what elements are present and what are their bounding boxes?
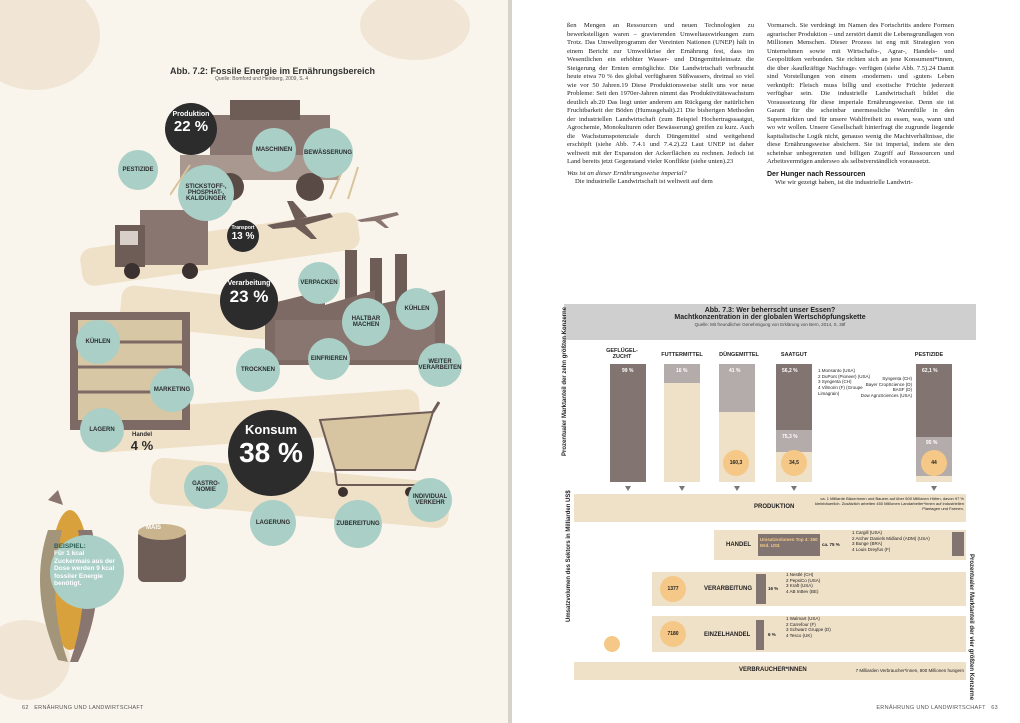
- firm-handel-2: 2 Archer Daniels Midland (ADM) (USA): [852, 535, 930, 541]
- stat-handel-label: Handel: [131, 432, 152, 438]
- category-pestizide: PESTIZIDE: [914, 352, 944, 358]
- stat-transport-value: 13 %: [231, 231, 255, 242]
- example-callout: [50, 535, 124, 609]
- arrow-down: [679, 486, 685, 491]
- firm-handel-1: 1 Cargill (USA): [852, 530, 883, 535]
- y-axis-right: Prozentualer Marktanteil der vier größten Konzerne: [968, 554, 974, 701]
- bar-gefluegelzucht: [610, 364, 646, 482]
- right-page: [512, 0, 1020, 723]
- volume-einzelhandel: 7180: [660, 621, 686, 647]
- firm-handel-3: 3 Bunge (BRA): [852, 541, 883, 547]
- firm-verarbeitung-4: 4 AB InBev (BE): [786, 588, 819, 594]
- label-einzelhandel: EINZELHANDEL: [704, 632, 751, 638]
- column-2-heading: Der Hunger nach Ressourcen: [767, 170, 866, 178]
- example-text: Für 1 kcal Zuckermais aus der Dose werden 9 kcal fossiler Energie benötigt.: [54, 550, 116, 588]
- bubble-einfrieren: EINFRIEREN: [308, 338, 350, 380]
- firm-pestizide-2: Bayer CropScience (D): [865, 381, 912, 387]
- firm-pestizide-3: BASF (D): [892, 387, 912, 393]
- category-futtermittel: FUTTERMITTEL: [661, 352, 703, 358]
- y-axis-left-bottom: Umsatzvolumen des Sektors in Milliarden US$: [566, 490, 572, 622]
- stat-handel-value: 4 %: [130, 438, 154, 453]
- pct-gefluegelzucht: 99 %: [622, 368, 634, 374]
- handel-volume-text: Umsatzvolumen Top 4: 350 Mrd. US$: [760, 537, 818, 548]
- firm-saatgut-2: 2 DuPont (Pioneer) (USA): [818, 373, 871, 379]
- stat-transport: [227, 220, 259, 252]
- column-1-ending: Die industrielle Landwirtschaft ist weltweit auf dem: [575, 178, 713, 185]
- figure-7-3-header: [564, 304, 976, 340]
- volume-pestizide: 44: [921, 450, 947, 476]
- right-folio: [876, 705, 998, 711]
- stat-konsum: [228, 410, 314, 496]
- bubble-verpacken: VERPACKEN: [298, 262, 340, 304]
- stat-handel: [122, 432, 162, 453]
- bubble-marketing: MARKETING: [150, 368, 194, 412]
- label-produktion: PRODUKTION: [754, 504, 795, 510]
- can-label: MAIS: [146, 525, 161, 531]
- pct2-saatgut: 75,3 %: [782, 434, 798, 440]
- pct-futtermittel: 16 %: [676, 368, 688, 374]
- firm-verarbeitung-2: 2 PepsiCo (USA): [786, 577, 821, 583]
- firm-einzelhandel-4: 4 Tesco (UK): [786, 632, 812, 638]
- firm-saatgut-3: 3 Syngenta (CH): [818, 379, 852, 385]
- bubble-lagerung: LAGERUNG: [250, 500, 296, 546]
- stat-produktion: [165, 103, 217, 155]
- label-handel: HANDEL: [726, 542, 751, 548]
- handel-pct: ca. 75 %: [822, 542, 840, 547]
- figure-7-3-title: Abb. 7.3: Wer beherrscht unser Essen?: [704, 307, 836, 314]
- stat-produktion-label: Produktion: [172, 111, 210, 118]
- firm-saatgut-4: 4 Vilmorin (F) (Groupe Limagrain): [818, 384, 863, 396]
- arrow-down: [791, 486, 797, 491]
- tin-can-illustration: [130, 520, 195, 590]
- bar-futtermittel-rest: [664, 383, 700, 482]
- note-verbraucher: 7 Milliarden Verbraucher*innen, 800 Millionen hungern: [855, 668, 964, 673]
- stat-verarbeitung-label: Verarbeitung: [227, 280, 271, 287]
- volume-verarbeitung: 1377: [660, 576, 686, 602]
- paint-blob: [360, 0, 470, 60]
- text-column-1: [567, 22, 754, 187]
- running-head-left: ERNÄHRUNG UND LANDWIRTSCHAFT: [34, 705, 144, 711]
- figure-7-3-subtitle: Machtkonzentration in der globalen Wertschöpfungskette: [674, 314, 866, 321]
- example-heading: BEISPIEL:: [54, 543, 86, 550]
- einzelhandel-pct: 6 %: [768, 632, 776, 637]
- airplane-icon: [265, 195, 335, 240]
- bubble-kuehlen-right: KÜHLEN: [396, 288, 438, 330]
- paint-blob: [0, 0, 100, 90]
- bubble-haltbar: HALTBAR MACHEN: [342, 298, 390, 346]
- bubble-pestizide: PESTIZIDE: [118, 150, 158, 190]
- figure-7-3: [562, 304, 976, 701]
- firm-pestizide-1: Syngenta (CH): [882, 376, 912, 381]
- figure-7-3-source: Quelle: Mit freundlicher Genehmigung von Erklärung von Bern, 2014, S. 38f: [694, 322, 846, 327]
- bubble-kuehlen-left: KÜHLEN: [76, 320, 120, 364]
- bubble-trocknen: TROCKNEN: [236, 348, 280, 392]
- bubble-lagern: LAGERN: [80, 408, 124, 452]
- firm-saatgut-1: 1 Monsanto (USA): [818, 368, 856, 373]
- stat-konsum-label: Konsum: [245, 422, 297, 437]
- firm-verarbeitung-1: 1 Nestlé (CH): [786, 572, 814, 577]
- stat-konsum-value: 38 %: [239, 437, 303, 468]
- figure-source: Quelle: Bomford und Heinberg, 2009, S. 4: [215, 76, 309, 82]
- category-duengemittel: DÜNGEMITTEL: [719, 352, 759, 358]
- firm-handel-4: 4 Louis Dreyfus (F): [852, 546, 891, 552]
- note-produktion: ca. 1 Milliarde Bäuerinnen und Bauern auf über 500 Millionen Höfen, davon 97 % kleinbäuerlich. Zusätzlich arbeiten 450 Millionen Landarbeiter*innen auf industriellen Plantagen und Farmen.: [815, 496, 964, 511]
- arrow-down: [734, 486, 740, 491]
- label-verarbeitung: VERARBEITUNG: [704, 586, 753, 592]
- bubble-individualverkehr: INDIVIDUAL VERKEHR: [408, 478, 452, 522]
- column-2-body: Vormarsch. Sie verdrängt im Namen des Fortschritts andere Formen agrarischer Produktion – und zerstört damit die Lebensgrundlagen von Millionen Menschen. Dieser Prozess ist eng mit Strategien von Unternehmen sowie mit Wirtschafts-, Agrar-, Handels- und Geopolitiken verbunden. Sie richten sich an jene Konsument*innen, die über ›kaufkräftige Nachfrage‹ verfügen (siehe Abb. 7.5).24 Damit sind Vorstellungen von einem ›modernen‹ und ›guten‹ Leben verknüpft: Fleisch muss billig und exotische Früchte jederzeit verfügbar sein. Die industrielle Landwirtschaft bildet die Voraussetzung für diese imperiale Ernährungsweise. Denn sie ist Garant für die scheinbar unermessliche Warenfülle in den Supermärkten und für unsere Wahlfreiheit zu essen, was, wann und wo wir wollen. Unsere Gesellschaft hinterfragt die zugrunde liegende kapitalistische Logik nicht, genauso wenig die Machtverhältnisse, die diese Ernährungsweise absichern. Sie ist imperial, indem sie den scheinbar unbegrenzten und billigen Zugriff auf Ressourcen und Arbeitsvermögen anderswo als selbstverständlich voraussetzt.: [767, 22, 954, 165]
- firm-einzelhandel-3: 3 Schwarz Gruppe (D): [786, 627, 831, 633]
- volume-duengemittel: 160,3: [723, 450, 749, 476]
- volume-saatgut: 34,5: [781, 450, 807, 476]
- bubble-bewaesserung: BEWÄSSERUNG: [303, 128, 353, 178]
- pct-duengemittel: 41 %: [729, 368, 741, 374]
- pestizide-firms: [854, 376, 912, 399]
- column-1-body: ßen Mengen an Ressourcen und neuen Technologien zu bewerkstelligen waren – gravierenden Umweltauswirkungen zum Trotz. Das Umweltprogramm der Vereinten Nationen (UNEP) hält in einem Bericht zur Umweltkrise der Ernährung fest, dass im Wesentlichen ein erhöhter Wasser- und Düngemitteleinsatz die Steigerung der Ernten ermöglichte. Die Landwirtschaft verbraucht heute etwa 70 % des global verfügbaren Süßwassers, dreimal so viel wie vor 50 Jahren.19 Diese Produktionsweise stellt uns vor neue Probleme: Seit den 1970er-Jahren nimmt das Produktivitätswachstum deutlich ab.20 Das liegt unter anderem am Rückgang der natürlichen Fruchtbarkeit der Böden (Humusgehalt).21 Die bisherigen Methoden der industriellen Landwirtschaft (zum Beispiel Hochertragssaatgut, Agrochemie, Monokulturen oder Bewässerung) greifen zu kurz. Auch die Wachstumspotenziale durch Düngemittel sind weitgehend erschöpft (siehe Abb. 7.4.1 und 7.4.2).22 Laut UNEP ist daher weltweit mit der Expansion der Ackerflächen zu rechnen. Jedoch ist Land bereits jetzt Gegenstand vieler Konflikte (siehe unten).23: [567, 22, 754, 165]
- verarbeitung-firms: [786, 572, 876, 595]
- airplane-icon: [355, 200, 400, 230]
- label-verbraucher: VERBRAUCHER*INNEN: [739, 667, 807, 673]
- category-saatgut: SAATGUT: [780, 352, 808, 358]
- left-folio: [22, 705, 144, 711]
- stat-produktion-value: 22 %: [173, 118, 209, 135]
- firm-einzelhandel-2: 2 Carrefour (F): [786, 621, 816, 627]
- bar-pestizide-share: [916, 364, 952, 437]
- bubble-stickstoff: STICKSTOFF-, PHOSPHAT-, KALIDÜNGER: [178, 165, 234, 221]
- legend-orange-dot: [604, 636, 620, 652]
- stat-transport-label: Transport: [231, 225, 255, 231]
- column-2-ending: Wie wir gezeigt haben, ist die industrielle Landwirt-: [775, 178, 913, 186]
- pct2-pestizide: 95 %: [926, 440, 938, 446]
- category-gefluegelzucht: GEFLÜGEL-ZUCHT: [606, 348, 638, 360]
- figure-title: Abb. 7.2: Fossile Energie im Ernährungsbereich: [170, 66, 376, 76]
- handel-share-bar: [952, 532, 964, 556]
- page-number-right: 63: [991, 705, 998, 711]
- arrow-down: [931, 486, 937, 491]
- verarbeitung-share-bar: [756, 574, 766, 604]
- running-head-right: ERNÄHRUNG UND LANDWIRTSCHAFT: [876, 705, 986, 711]
- stat-verarbeitung: [220, 272, 278, 330]
- column-1-subheading: Was ist an dieser Ernährungsweise imperial?: [567, 169, 687, 177]
- bubble-zubereitung: ZUBEREITUNG: [334, 500, 382, 548]
- arrow-down: [625, 486, 631, 491]
- firm-pestizide-4: Dow AgroSciences (USA): [860, 392, 912, 398]
- bubble-weiter-verarbeiten: WEITER VERARBEITEN: [418, 343, 462, 387]
- page-number-left: 62: [22, 705, 29, 711]
- einzelhandel-share-bar: [756, 620, 764, 650]
- bubble-gastronomie: GASTRO-NOMIE: [184, 465, 228, 509]
- stat-verarbeitung-value: 23 %: [229, 287, 269, 306]
- bar-pestizide-rest: [916, 476, 952, 482]
- bubble-maschinen: MASCHINEN: [252, 128, 296, 172]
- pct-saatgut: 56,2 %: [782, 368, 798, 374]
- left-page: [0, 0, 508, 723]
- firm-verarbeitung-3: 3 Kraft (USA): [786, 583, 813, 589]
- y-axis-left-top: Prozentualer Marktanteil der zehn größten Konzerne: [562, 306, 568, 456]
- firm-einzelhandel-1: 1 Walmart (USA): [786, 616, 820, 621]
- einzelhandel-firms: [786, 616, 876, 639]
- text-column-2: [767, 22, 954, 187]
- verarbeitung-pct: 16 %: [768, 586, 779, 591]
- handel-firms: [852, 530, 952, 553]
- pct-pestizide: 62,1 %: [922, 368, 938, 374]
